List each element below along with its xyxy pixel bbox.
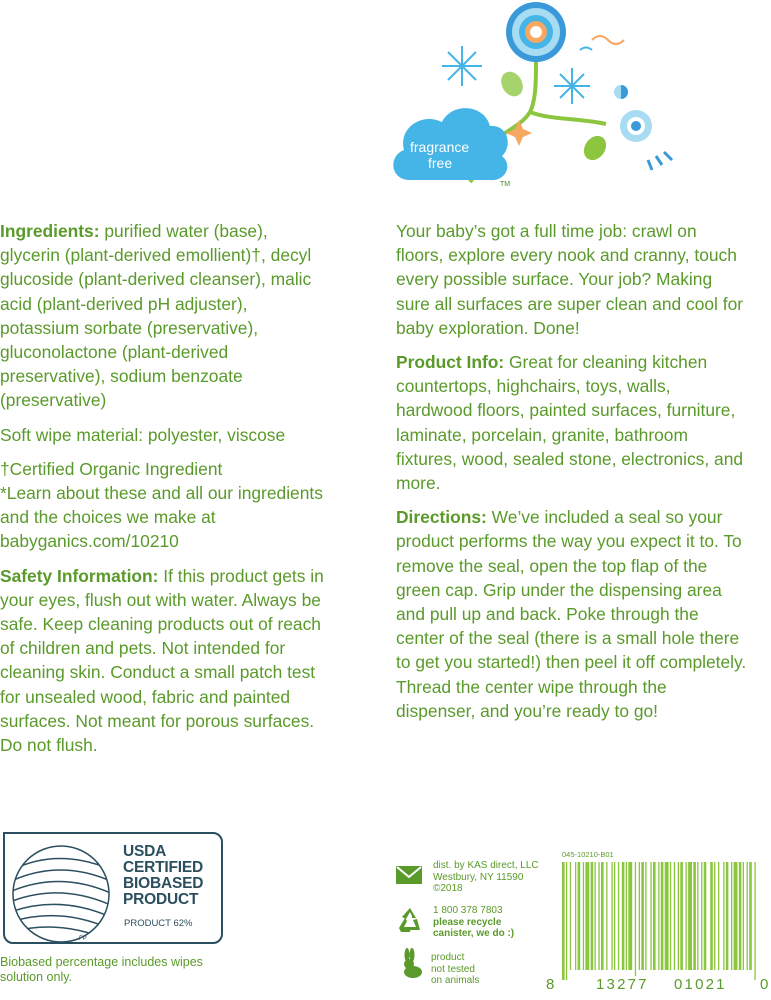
usda-fp: FP (79, 936, 87, 942)
cloud-line1: fragrance (410, 139, 470, 155)
barcode-bar (686, 862, 687, 970)
safety-paragraph (0, 564, 325, 758)
dist-line3: ©2018 (433, 883, 463, 894)
barcode-bar (749, 862, 752, 970)
barcode-bar (714, 862, 715, 970)
barcode-bar (754, 862, 755, 980)
barcode-bar (595, 862, 596, 970)
certified-note-block (0, 457, 325, 554)
product-info-paragraph (396, 350, 748, 495)
safety-label: Safety Information: (0, 565, 159, 586)
barcode-bar (674, 862, 675, 970)
barcode-bar (601, 862, 604, 970)
fragrance-free-illustration (380, 0, 700, 200)
barcode-bar (578, 862, 581, 970)
barcode-bar (678, 862, 679, 970)
ingredients-text: purified water (base), glycerin (plant-derived emollient)†, decyl glucoside (plant-derived cleanser), malic acid (plant-derived pH adjuster), potassium sorbate (preservative), gluconolactone (plant-derived preservative), sodium benzoate (preservative) (0, 221, 312, 411)
barcode-bar (743, 862, 744, 970)
directions-paragraph (396, 505, 748, 723)
right-column (396, 219, 748, 733)
barcode-bar (628, 862, 632, 970)
barcode-bar (598, 862, 599, 970)
bunny-icon (398, 948, 424, 978)
recycle-line2 (433, 928, 514, 940)
barcode-bar (658, 862, 659, 970)
usda-percent: PRODUCT 62% (124, 918, 193, 929)
barcode-bar (618, 862, 619, 970)
contact-recycle-info (433, 905, 514, 940)
barcode-bar (591, 862, 594, 970)
recycle-line1 (433, 917, 514, 929)
barcode-bar (723, 862, 724, 970)
barcode-bar (650, 862, 651, 970)
usda-title (123, 844, 219, 908)
directions-label: Directions: (396, 507, 487, 528)
barcode-bar (747, 862, 748, 970)
intro-paragraph: Your baby’s got a full time job: crawl on floors, explore every nook and cranny, touch every possible surface. Your job? Making sure all surfaces are super clean and cool for baby exploration. Done! (396, 221, 744, 338)
barcode-bar (585, 862, 589, 970)
ingredients-paragraph (0, 219, 325, 413)
cloud-line2: free (428, 155, 453, 171)
left-column (0, 219, 325, 767)
barcode-bar (583, 862, 584, 970)
cruelty-free-info (431, 952, 479, 987)
barcode-bar (726, 862, 729, 970)
ingredients-label: Ingredients: (0, 221, 100, 241)
barcode-bar (665, 862, 669, 970)
phone-number: 1 800 378 7803 (433, 905, 503, 916)
barcode-left-digits: 13277 (596, 976, 649, 993)
barcode-code: 045-10210-B01 (562, 850, 614, 859)
cruelty-line1: product (431, 952, 465, 963)
barcode-bar (653, 862, 656, 970)
usda-line1: USDA (123, 843, 167, 860)
certified-note: †Certified Organic Ingredient (0, 458, 223, 479)
product-info-text: Great for cleaning kitchen countertops, highchairs, toys, walls, hardwood floors, painted surfaces, furniture, laminate, porcelain, granite, bathroom fixtures, wood, sealed stone, electronics, and more. (396, 352, 744, 494)
product-info-label: Product Info: (396, 352, 505, 373)
usda-line3: BIOBASED (123, 875, 204, 892)
barcode-bar (661, 862, 664, 970)
dist-line2: Westbury, NY 11590 (433, 871, 524, 883)
safety-text: If this product gets in your eyes, flush out with water. Always be safe. Keep cleaning products out of reach of children and pets. Not intended for cleaning skin. Conduct a small patch test for unsealed wood, fabric and painted surfaces. Not meant for porous surfaces. Do not flush. (0, 565, 324, 756)
barcode-bar (670, 862, 671, 970)
barcode-bar (639, 862, 640, 970)
cruelty-line3: on animals (431, 975, 480, 986)
barcode-bar (611, 862, 612, 970)
barcode-bar (718, 862, 719, 970)
barcode-bar (704, 862, 707, 970)
usda-line2: CERTIFIED (123, 859, 204, 876)
barcode-bar (688, 862, 692, 970)
barcode-bar (566, 862, 567, 980)
barcode-bar (641, 862, 644, 970)
distributor-info (433, 860, 539, 895)
wipe-material: Soft wipe material: polyester, viscose (0, 424, 286, 445)
barcode-bar (626, 862, 627, 970)
barcode-last-digit: 0 (760, 976, 771, 993)
barcode-bar (701, 862, 702, 970)
barcode-bar (645, 862, 646, 970)
mail-icon (396, 866, 422, 884)
barcode-bar (562, 862, 565, 980)
recycle-icon (396, 906, 424, 934)
recycle-line1-text: please recycle (433, 916, 502, 928)
barcode-bar (739, 862, 742, 970)
barcode-bar (606, 862, 607, 970)
barcode-bar (680, 862, 683, 970)
trademark: TM (500, 181, 511, 188)
usda-line4: PRODUCT (123, 891, 199, 908)
barcode-bar (635, 862, 636, 980)
barcode-bar (570, 862, 571, 970)
barcode-bar (575, 862, 576, 970)
barcode-right-digits: 01021 (674, 976, 727, 993)
barcode-bar (693, 862, 696, 970)
usda-biobased-badge (3, 832, 223, 944)
cruelty-line2: not tested (431, 963, 475, 975)
barcode-bar (614, 862, 615, 970)
recycle-line2-text: canister, we do :) (433, 928, 515, 939)
barcode-bar (710, 862, 713, 970)
barcode-bar (731, 862, 732, 970)
directions-text: We’ve included a seal so your product performs the way you expect it to. To remove the seal, open the top flap of the green cap. Grip under the dispensing area and pull up and back. Poke through the center of the seal (there is a small hole there to get you started!) then peel it off completely. Thread the center wipe through the dispenser, and you’re ready to go! (396, 507, 747, 721)
barcode-bar (622, 862, 625, 970)
learn-note: *Learn about these and all our ingredients and the choices we make at babyganics.com/10210 (0, 483, 323, 552)
barcode-first-digit: 8 (546, 976, 557, 993)
usda-note: Biobased percentage includes wipes solution only. (0, 955, 203, 984)
barcode-bar (734, 862, 738, 970)
barcode-bar (697, 862, 698, 970)
barcode (562, 862, 758, 980)
dist-line1: dist. by KAS direct, LLC (433, 860, 539, 871)
usda-landscape-icon (5, 834, 117, 944)
